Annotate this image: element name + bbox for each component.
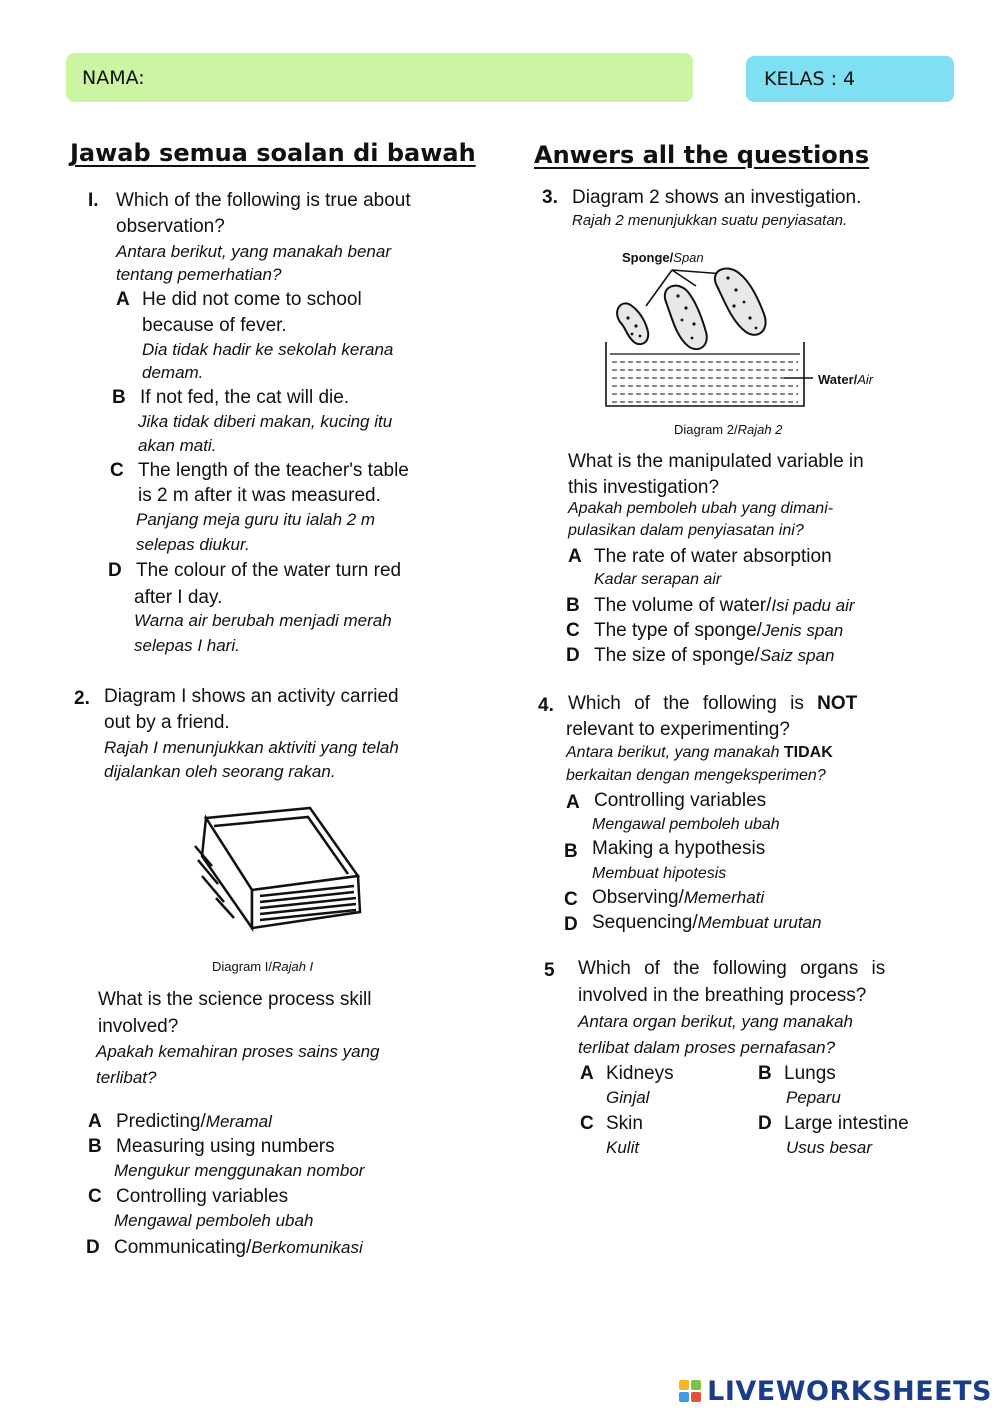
option-text[interactable]: Observing/Memerhati — [592, 887, 765, 908]
option-text-malay: Peparu — [786, 1088, 841, 1107]
option-text-malay: Mengawal pemboleh ubah — [114, 1211, 314, 1230]
question-text: Diagram I shows an activity carried — [104, 686, 399, 707]
brand-name: LIVEWORKSHEETS — [707, 1376, 992, 1407]
sub-question-text: involved? — [98, 1016, 179, 1037]
option-letter[interactable]: B — [566, 595, 580, 616]
question-text: observation? — [116, 216, 225, 237]
option-text-malay: demam. — [142, 363, 204, 382]
question-text: involved in the breathing process? — [578, 985, 867, 1006]
option-text[interactable]: The type of sponge/Jenis span — [594, 620, 844, 641]
option-text-malay: Kulit — [606, 1138, 640, 1157]
class-label: KELAS : 4 — [764, 68, 856, 90]
question-text: Which of the following is NOT — [568, 693, 858, 714]
instruction-title-english: Anwers all the questions — [534, 141, 870, 169]
option-letter[interactable]: A — [566, 792, 580, 813]
question-text: out by a friend. — [104, 712, 230, 733]
option-text[interactable]: The rate of water absorption — [594, 546, 832, 567]
option-letter[interactable]: C — [564, 889, 578, 910]
option-text-malay: Membuat hipotesis — [592, 865, 727, 882]
option-letter[interactable]: D — [758, 1113, 772, 1134]
option-text[interactable]: Skin — [606, 1113, 643, 1134]
instruction-title-malay: Jawab semua soalan di bawah — [70, 139, 476, 167]
liveworksheets-logo-icon — [679, 1380, 703, 1404]
option-letter[interactable]: C — [88, 1186, 102, 1207]
book-diagram — [190, 806, 365, 936]
diagram-caption — [212, 959, 313, 974]
option-text[interactable]: The length of the teacher's table — [138, 460, 409, 481]
option-letter[interactable]: A — [568, 546, 582, 567]
name-field[interactable] — [66, 53, 693, 102]
option-letter[interactable]: D — [566, 645, 580, 666]
sponge-diagram — [598, 262, 813, 414]
option-letter[interactable]: B — [564, 841, 578, 862]
option-text-malay: Jika tidak diberi makan, kucing itu — [138, 412, 393, 431]
question-number: 5 — [544, 960, 555, 981]
sub-question-text-malay: terlibat? — [96, 1068, 157, 1087]
caption-malay: Rajah I — [271, 959, 314, 974]
option-text[interactable]: Controlling variables — [116, 1186, 289, 1207]
question-text-malay: Antara berikut, yang manakah benar — [116, 242, 392, 261]
option-letter[interactable]: B — [112, 387, 126, 408]
option-letter[interactable]: C — [110, 460, 124, 481]
question-text-malay: berkaitan dengan mengeksperimen? — [566, 767, 826, 784]
question-text-malay: Rajah I menunjukkan aktiviti yang telah — [104, 738, 399, 757]
question-text-malay: terlibat dalam proses pernafasan? — [578, 1038, 836, 1057]
question-text: Which of the following is true about — [116, 190, 411, 211]
option-text[interactable]: after I day. — [134, 587, 223, 608]
option-letter[interactable]: D — [86, 1237, 100, 1258]
option-text[interactable]: Communicating/Berkomunikasi — [114, 1237, 363, 1258]
sub-question-text: What is the science process skill — [98, 989, 372, 1010]
question-text-malay: dijalankan oleh seorang rakan. — [104, 762, 336, 781]
option-text[interactable]: Making a hypothesis — [592, 838, 766, 859]
option-text[interactable]: because of fever. — [142, 315, 287, 336]
question-text-malay: Antara organ berikut, yang manakah — [578, 1012, 854, 1031]
option-text-malay: Panjang meja guru itu ialah 2 m — [136, 510, 376, 529]
option-text-malay: Warna air berubah menjadi merah — [134, 611, 392, 630]
option-letter[interactable]: B — [758, 1063, 772, 1084]
diagram-label-water: Water/Air — [818, 372, 874, 387]
question-text-malay: tentang pemerhatian? — [116, 265, 282, 284]
option-text[interactable]: He did not come to school — [142, 289, 362, 310]
option-text[interactable]: Large intestine — [784, 1113, 909, 1134]
sub-question-text-malay: Apakah pemboleh ubah yang dimani- — [568, 500, 834, 517]
option-text-malay: selepas diukur. — [136, 535, 250, 554]
option-text[interactable]: The volume of water/Isi padu air — [594, 595, 855, 616]
question-number: 3. — [542, 187, 558, 208]
class-field — [746, 56, 954, 102]
option-text[interactable]: The colour of the water turn red — [136, 560, 402, 581]
option-letter[interactable]: B — [88, 1136, 102, 1157]
option-text[interactable]: Controlling variables — [594, 790, 767, 811]
option-letter[interactable]: D — [564, 914, 578, 935]
name-label: NAMA: — [82, 67, 145, 89]
question-text-malay: Rajah 2 menunjukkan suatu penyiasatan. — [572, 212, 848, 229]
option-letter[interactable]: A — [88, 1111, 102, 1132]
option-text-malay: Mengawal pemboleh ubah — [592, 816, 780, 833]
option-letter[interactable]: A — [580, 1063, 594, 1084]
option-letter[interactable]: C — [566, 620, 580, 641]
option-text-malay: Kadar serapan air — [594, 571, 722, 588]
footer-logo[interactable] — [679, 1376, 992, 1407]
option-text[interactable]: The size of sponge/Saiz span — [594, 645, 835, 666]
option-text-malay: Mengukur menggunakan nombor — [114, 1161, 365, 1180]
sub-question-text-malay: pulasikan dalam penyiasatan ini? — [568, 522, 804, 539]
question-text: Which of the following organs is — [578, 958, 886, 979]
sub-question-text: this investigation? — [568, 477, 720, 498]
option-text[interactable]: is 2 m after it was measured. — [138, 485, 381, 506]
option-letter[interactable]: D — [108, 560, 122, 581]
sub-question-text: What is the manipulated variable in — [568, 451, 864, 472]
diagram-label-sponge: Sponge/Span — [622, 250, 704, 265]
question-text-malay: Antara berikut, yang manakah TIDAK — [566, 744, 833, 761]
option-text[interactable]: Predicting/Meramal — [116, 1111, 272, 1132]
option-text-malay: akan mati. — [138, 436, 217, 455]
option-letter[interactable]: C — [580, 1113, 594, 1134]
option-text-malay: Dia tidak hadir ke sekolah kerana — [142, 340, 394, 359]
option-text[interactable]: Measuring using numbers — [116, 1136, 335, 1157]
sub-question-text-malay: Apakah kemahiran proses sains yang — [96, 1042, 380, 1061]
question-number: 4. — [538, 695, 554, 716]
option-text[interactable]: Sequencing/Membuat urutan — [592, 912, 822, 933]
question-text: Diagram 2 shows an investigation. — [572, 187, 862, 208]
option-text[interactable]: If not fed, the cat will die. — [140, 387, 350, 408]
option-text-malay: Ginjal — [606, 1088, 650, 1107]
question-number: I. — [88, 190, 99, 211]
option-text-malay: selepas I hari. — [134, 636, 240, 655]
option-text-malay: Usus besar — [786, 1138, 872, 1157]
caption-english: Diagram I/ — [212, 959, 272, 974]
option-text[interactable]: Kidneys — [606, 1063, 674, 1084]
question-text: relevant to experimenting? — [566, 719, 790, 740]
option-text[interactable]: Lungs — [784, 1063, 836, 1084]
option-letter[interactable]: A — [116, 289, 130, 310]
diagram-caption: Diagram 2/Rajah 2 — [674, 422, 783, 437]
question-number: 2. — [74, 688, 90, 709]
